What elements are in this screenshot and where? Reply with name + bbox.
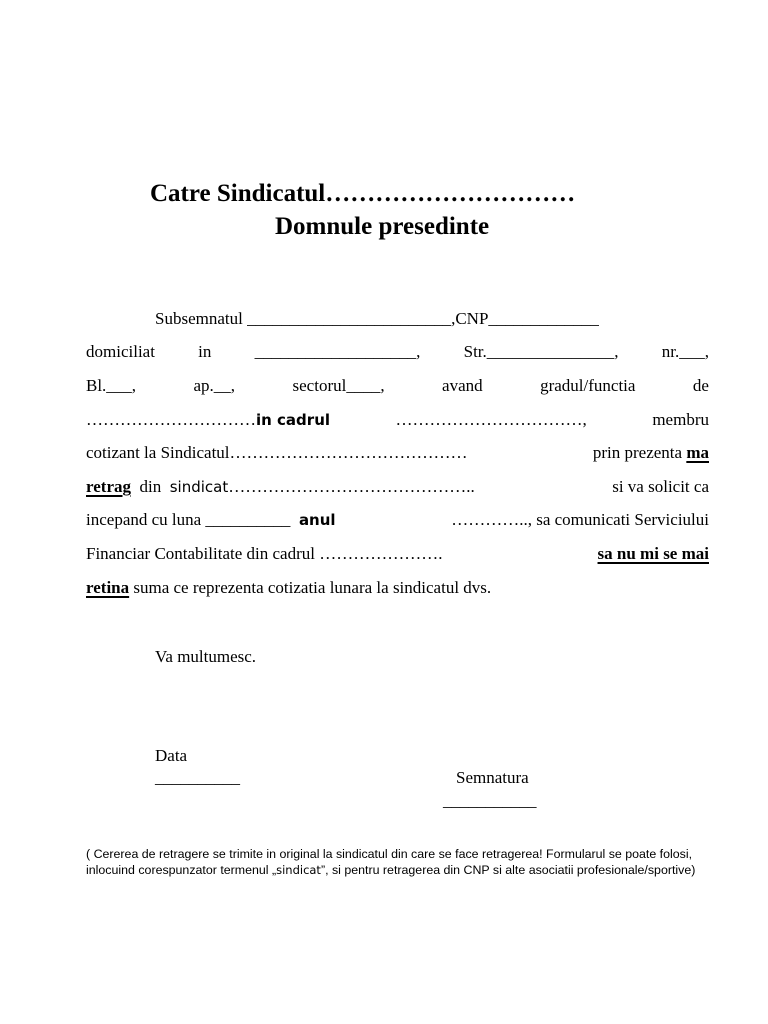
subsemnatul-cnp-text: Subsemnatul ________________________,CNP_____________ xyxy=(155,309,599,328)
word: avand xyxy=(442,376,483,395)
address-blank: ___________________, xyxy=(254,342,421,361)
addressee-title: Catre Sindicatul………………………… xyxy=(150,180,576,207)
comunicati-text: ………….., sa comunicati Serviciului xyxy=(451,510,709,529)
suma-text: suma ce reprezenta cotizatia lunara la sindicatul dvs. xyxy=(133,578,492,597)
date-label: Data xyxy=(155,746,188,765)
block-blank: Bl.___, xyxy=(86,376,137,395)
body-line-3 xyxy=(86,376,709,396)
footnote-part-2: ”, si pentru retragerea din CNP si alte asociatii profesionale/sportive) xyxy=(320,863,696,877)
financiar-text: Financiar Contabilitate din cadrul …………………. xyxy=(86,544,443,563)
dotted-blank: …………………………………….. xyxy=(228,477,475,496)
retina-text: retina xyxy=(86,578,130,597)
body-line-4 xyxy=(86,410,709,430)
number-blank: nr.___, xyxy=(661,342,709,361)
word: domiciliat xyxy=(86,342,155,361)
ma-text: ma xyxy=(686,443,709,462)
street-blank: Str._______________, xyxy=(463,342,619,361)
word: de xyxy=(692,376,709,395)
footnote-part-1: ( Cererea de retragere se trimite in original la sindicatul din care se face retragerea! Formularul se poate folosi, inlocuind corespunzator termenul „ xyxy=(86,847,693,877)
cotizant-text: cotizant la Sindicatul…………………………………… xyxy=(86,443,468,462)
date-line: __________ xyxy=(155,768,240,787)
retrag-text: retrag xyxy=(86,477,131,496)
word: membru xyxy=(652,410,709,429)
body-line-5 xyxy=(86,443,709,463)
footnote-term: sindicat xyxy=(276,863,321,877)
salutation-title: Domnule presedinte xyxy=(275,213,490,240)
body-line-9 xyxy=(86,578,709,598)
word: in xyxy=(198,342,212,361)
body-line-7 xyxy=(86,510,709,530)
signature-label: Semnatura xyxy=(456,768,529,787)
in-cadrul-text: in cadrul xyxy=(256,411,331,429)
prin-prezenta-text: prin prezenta xyxy=(592,443,683,462)
word: din xyxy=(139,477,162,496)
signature-line: ___________ xyxy=(443,791,537,810)
dotted-blank: ……………………………, xyxy=(395,410,587,429)
body-line-8 xyxy=(86,544,709,564)
body-line-2 xyxy=(86,342,709,362)
body-line-6 xyxy=(86,477,709,497)
footnote xyxy=(86,846,726,878)
dotted-blank: ………………………… xyxy=(86,410,256,429)
thanks-text: Va multumesc. xyxy=(155,647,257,666)
apartment-blank: ap.__, xyxy=(193,376,236,395)
solicit-text: si va solicit ca xyxy=(612,477,709,496)
sa-nu-mi-se-mai-text: sa nu mi se mai xyxy=(597,544,709,563)
sindicat-text: sindicat xyxy=(169,478,229,496)
body-line-1 xyxy=(155,309,709,329)
incepand-text: incepand cu luna __________ xyxy=(86,510,291,529)
word: gradul/functia xyxy=(540,376,636,395)
anul-text: anul xyxy=(298,511,336,529)
sector-blank: sectorul____, xyxy=(292,376,385,395)
